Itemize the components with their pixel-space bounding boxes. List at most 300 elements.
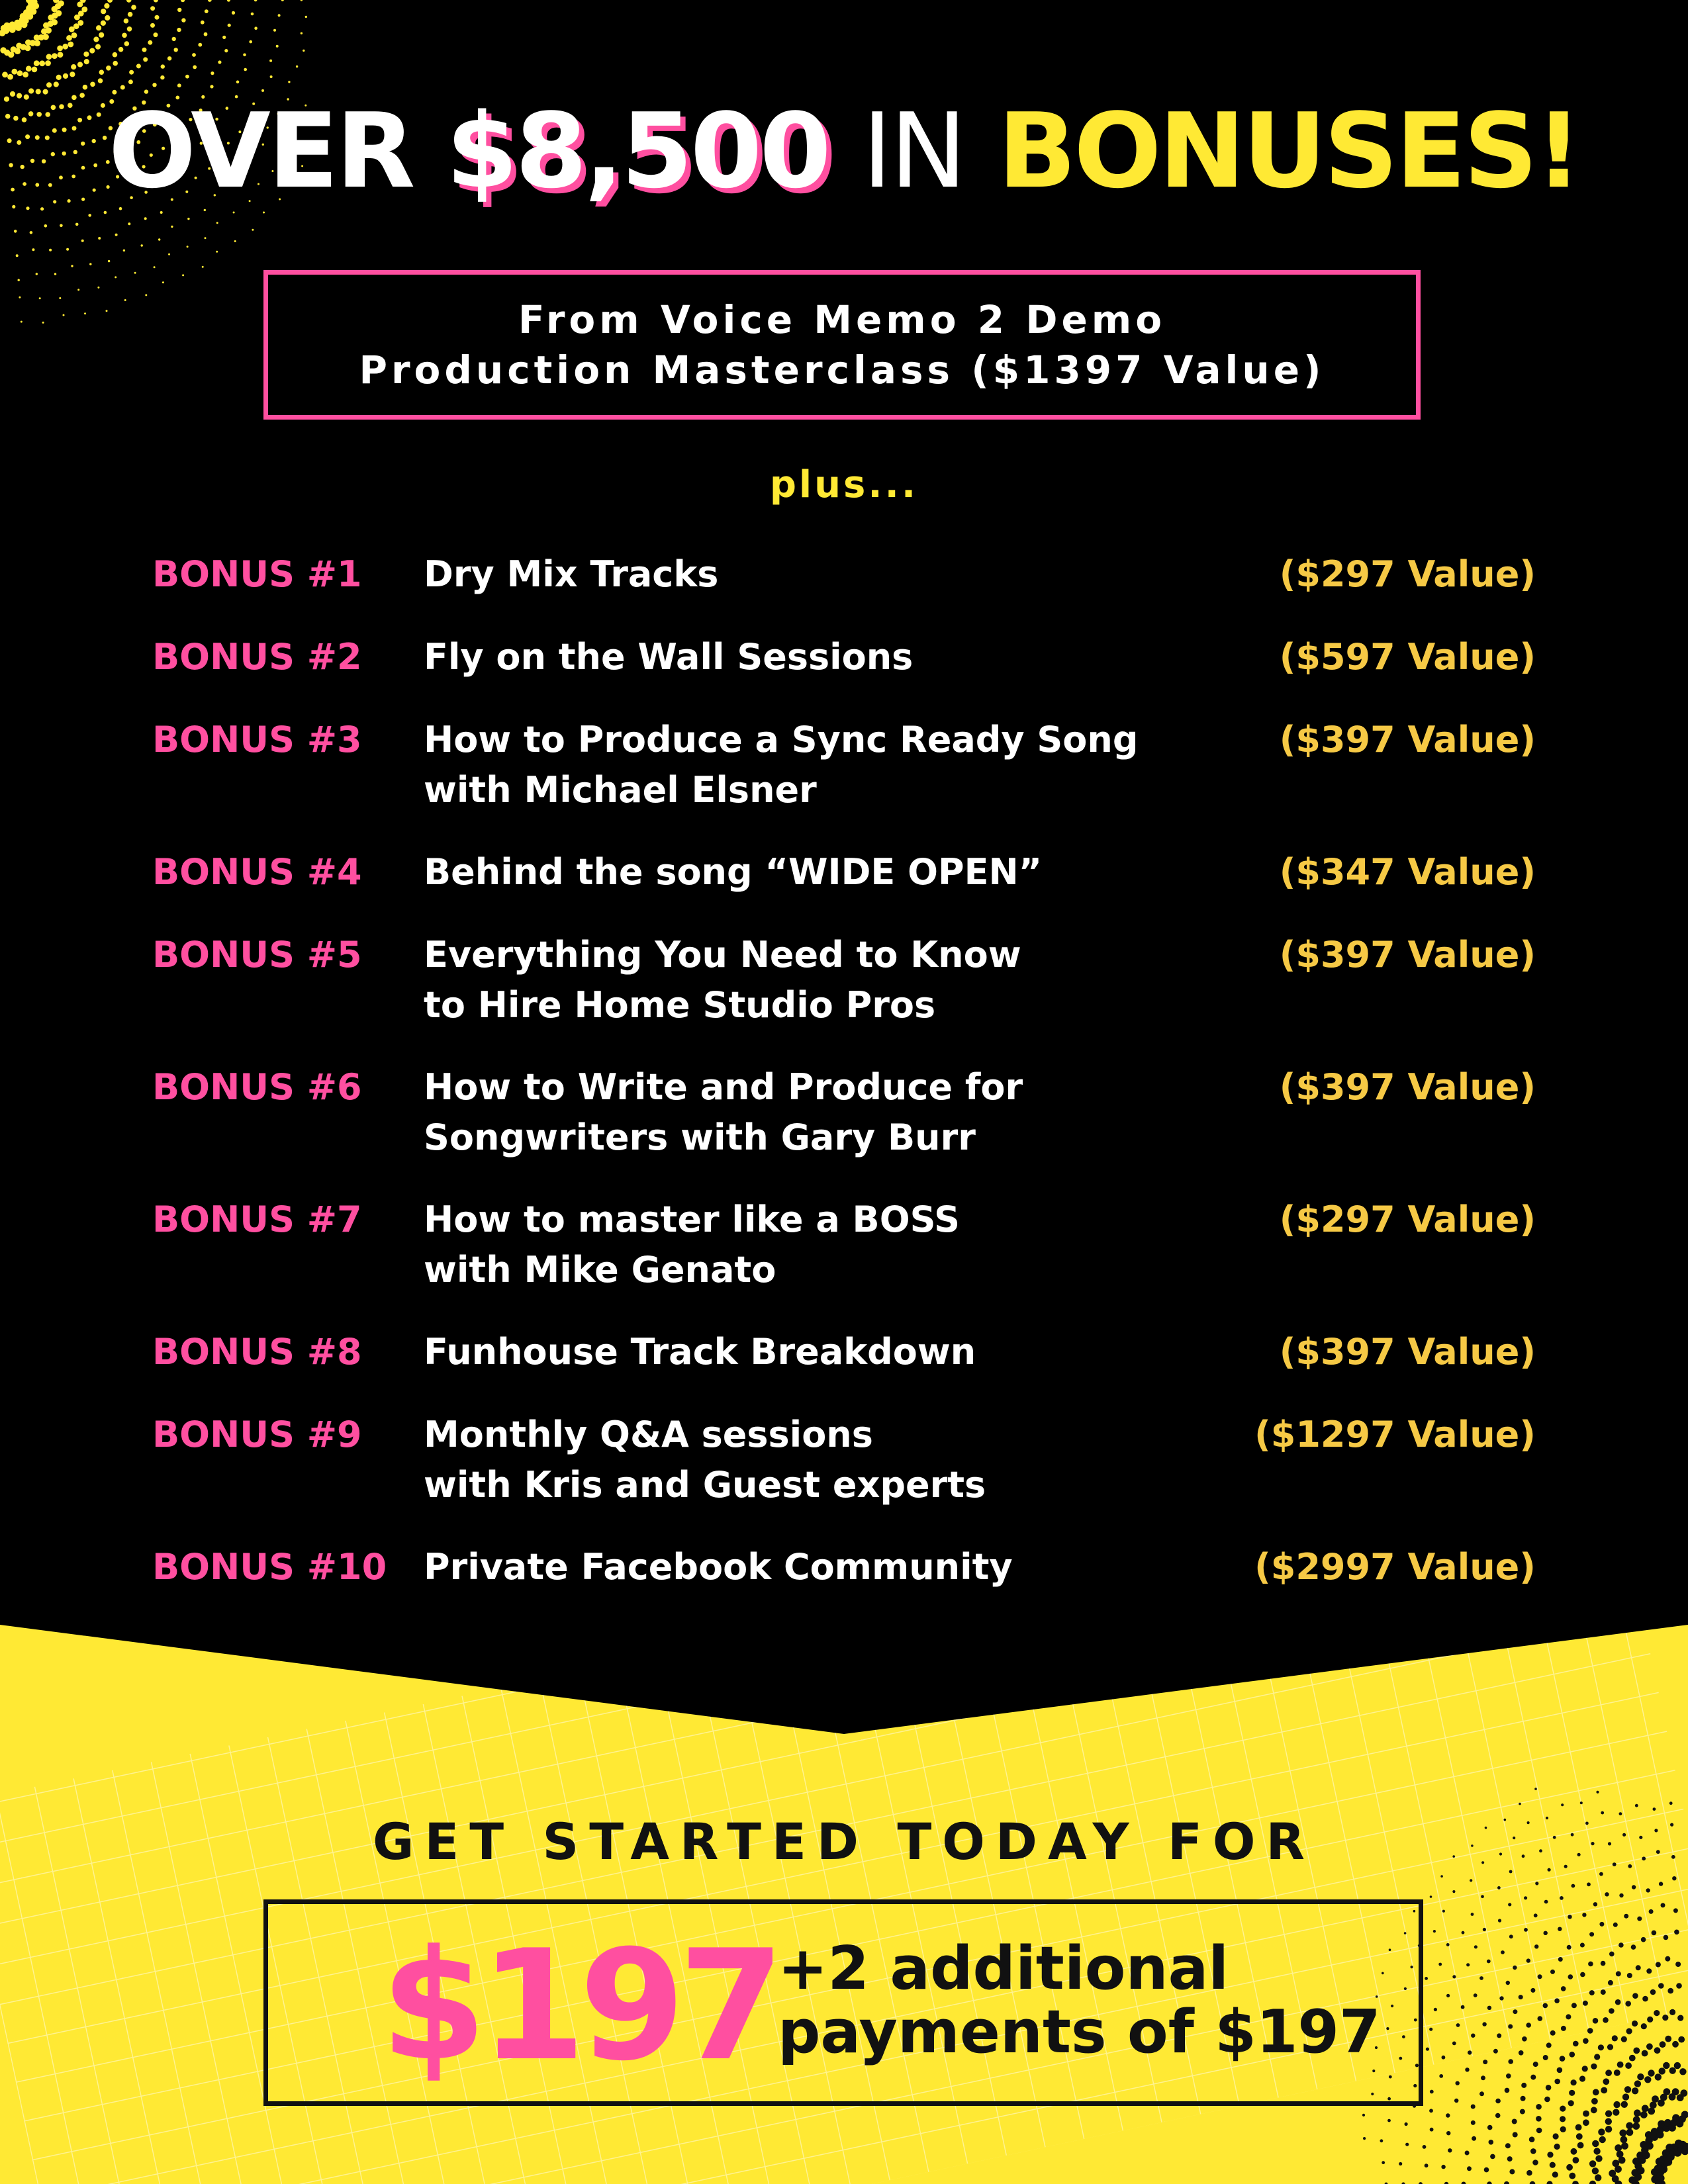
decor-dot xyxy=(1506,2073,1511,2079)
decor-dot xyxy=(1571,2003,1577,2008)
decor-dot xyxy=(1637,2073,1644,2080)
decor-dot xyxy=(1617,2151,1624,2158)
bonus-value: ($297 Value) xyxy=(1279,553,1536,595)
decor-dot xyxy=(1663,2062,1669,2069)
bonus-value: ($347 Value) xyxy=(1279,851,1536,893)
decor-dot xyxy=(1483,1928,1486,1931)
decor-dot xyxy=(1534,1788,1537,1790)
decor-dot xyxy=(1429,2109,1433,2113)
decor-dot xyxy=(1442,1910,1445,1913)
decor-dot xyxy=(1673,1908,1678,1913)
decor-dot xyxy=(1558,1927,1562,1931)
decor-dot xyxy=(1425,2163,1429,2167)
decor-dot xyxy=(1362,2114,1365,2116)
bonus-title-line: How to Write and Produce for xyxy=(424,1066,1023,1108)
decor-dot xyxy=(1508,2059,1513,2064)
bonus-label: BONUS #6 xyxy=(152,1066,362,1108)
decor-dot xyxy=(1659,1882,1663,1886)
decor-dot xyxy=(1557,2068,1563,2073)
decor-dot xyxy=(1593,2148,1600,2154)
headline-in: IN xyxy=(862,91,964,211)
decor-dot xyxy=(1512,2119,1517,2124)
decor-dot xyxy=(1497,1886,1501,1889)
bonus-value: ($397 Value) xyxy=(1279,719,1536,760)
decor-dot xyxy=(1616,1971,1621,1976)
decor-dot xyxy=(1519,1995,1523,1999)
decor-dot xyxy=(1465,2068,1469,2071)
decor-dot xyxy=(1536,2116,1542,2122)
decor-dot xyxy=(1648,2070,1654,2076)
plus-text: plus... xyxy=(769,463,919,506)
decor-dot xyxy=(1648,2108,1655,2115)
decor-dot xyxy=(1609,2170,1616,2177)
bonus-title-line: Songwriters with Gary Burr xyxy=(424,1116,976,1158)
decor-dot xyxy=(1626,2028,1632,2034)
decor-dot xyxy=(1569,2173,1575,2179)
decor-dot xyxy=(1652,2095,1659,2103)
decor-dot xyxy=(1640,2111,1648,2118)
decor-dot xyxy=(1605,2070,1612,2076)
decor-dot xyxy=(1425,1977,1428,1980)
decor-dot xyxy=(1677,2015,1683,2021)
decor-dot xyxy=(1626,2122,1633,2130)
decor-dot xyxy=(1669,2068,1676,2074)
decor-dot xyxy=(1466,1963,1470,1966)
decor-dot xyxy=(1481,1895,1484,1898)
decor-dot xyxy=(1612,2035,1618,2041)
decor-dot xyxy=(1625,2062,1632,2069)
decor-dot xyxy=(1546,2042,1552,2048)
decor-dot xyxy=(1654,2010,1660,2016)
decor-dot xyxy=(1536,2128,1542,2134)
decor-dot xyxy=(1627,1973,1632,1978)
decor-dot xyxy=(1536,2104,1542,2110)
bonus-title xyxy=(424,715,1284,815)
decor-dot xyxy=(1619,1893,1623,1897)
decor-dot xyxy=(1573,2041,1579,2047)
decor-dot xyxy=(1568,1974,1573,1979)
decor-dot xyxy=(1440,1875,1443,1878)
decor-dot xyxy=(1507,2156,1513,2161)
decor-dot xyxy=(1614,2070,1620,2076)
decor-dot xyxy=(1546,2085,1552,2091)
decor-dot xyxy=(1649,1909,1654,1914)
bonus-title-line: Monthly Q&A sessions xyxy=(424,1414,873,1455)
decor-dot xyxy=(1487,1960,1491,1964)
decor-dot xyxy=(1487,2125,1493,2130)
decor-dot xyxy=(1664,1935,1669,1940)
decor-dot xyxy=(1529,2136,1535,2142)
bonus-label: BONUS #2 xyxy=(152,636,362,678)
decor-dot xyxy=(1446,2131,1450,2135)
decor-dot xyxy=(1598,2128,1605,2135)
decor-dot xyxy=(1647,2017,1653,2023)
decor-dot xyxy=(1601,1989,1606,1995)
decor-dot xyxy=(1589,2160,1596,2167)
decor-dot xyxy=(1605,2118,1612,2124)
decor-dot xyxy=(1446,2113,1450,2117)
decor-dot xyxy=(1661,1903,1665,1907)
decor-dot xyxy=(1580,1801,1583,1804)
decor-dot xyxy=(1633,2048,1640,2054)
bonus-title-line: with Mike Genato xyxy=(424,1249,776,1291)
decor-dot xyxy=(1530,2075,1536,2080)
decor-dot xyxy=(1675,1962,1681,1967)
masterclass-line-1: From Voice Memo 2 Demo xyxy=(518,297,1166,342)
decor-dot xyxy=(1520,2109,1525,2115)
decor-dot xyxy=(1481,2075,1485,2080)
decor-dot xyxy=(1577,2142,1584,2149)
decor-dot xyxy=(1533,2062,1538,2067)
decor-dot xyxy=(1471,2105,1476,2109)
decor-dot xyxy=(1405,2143,1409,2146)
decor-dot xyxy=(1634,2109,1641,2116)
decor-dot xyxy=(1538,2016,1543,2021)
decor-dot xyxy=(1605,2126,1612,2132)
decor-dot xyxy=(1617,2062,1624,2068)
decor-dot xyxy=(1363,2137,1366,2140)
decor-dot xyxy=(1589,1990,1595,1995)
decor-dot xyxy=(1582,1913,1586,1917)
bonus-title xyxy=(424,930,1284,1030)
decor-dot xyxy=(1592,2167,1599,2174)
decor-dot xyxy=(1474,1945,1477,1948)
decor-dot xyxy=(1608,1980,1613,1985)
decor-dot xyxy=(1513,2009,1517,2014)
decor-dot xyxy=(1554,2144,1560,2150)
decor-dot xyxy=(1519,2050,1524,2056)
decor-dot xyxy=(1672,1876,1676,1880)
decor-dot xyxy=(1472,2136,1476,2141)
decor-dot xyxy=(1513,1966,1517,1970)
decor-dot xyxy=(1561,2026,1566,2031)
decor-dot xyxy=(1433,1930,1436,1933)
decor-dot xyxy=(1471,1913,1474,1916)
decor-dot xyxy=(1550,2030,1556,2036)
decor-dot xyxy=(1567,1945,1571,1950)
decor-dot xyxy=(1653,1807,1656,1811)
decor-dot xyxy=(1526,2023,1531,2028)
decor-dot xyxy=(1474,1993,1477,1997)
decor-dot xyxy=(1593,2018,1599,2024)
decor-dot xyxy=(1621,2036,1627,2042)
decor-dot xyxy=(1495,2099,1501,2104)
decor-dot xyxy=(1676,1983,1682,1989)
decor-dot xyxy=(1579,2075,1585,2081)
decor-dot xyxy=(1632,2021,1638,2026)
bonus-title-line: to Hire Home Studio Pros xyxy=(424,984,936,1026)
bonus-title xyxy=(424,1195,1284,1295)
decor-dot xyxy=(1583,2111,1589,2117)
decor-dot xyxy=(1554,1998,1560,2003)
decor-dot xyxy=(1560,2116,1566,2122)
decor-dot xyxy=(1442,2056,1446,2060)
bonus-title-line: How to Produce a Sync Ready Song xyxy=(424,719,1139,760)
decor-dot xyxy=(1461,2005,1465,2009)
decor-dot xyxy=(1672,2041,1679,2048)
decor-dot xyxy=(1387,2119,1391,2122)
decor-dot xyxy=(1566,2164,1573,2171)
price-extra-line-2: payments of $197 xyxy=(778,1997,1381,2067)
bonus-title xyxy=(424,847,1284,897)
decor-dot xyxy=(1624,1914,1628,1919)
decor-dot xyxy=(1642,1996,1648,2002)
decor-dot xyxy=(1543,2003,1548,2009)
decor-dot xyxy=(1665,2036,1671,2042)
decor-dot xyxy=(1434,2008,1437,2011)
bonus-label: BONUS #1 xyxy=(152,553,362,595)
decor-dot xyxy=(1650,1989,1656,1995)
decor-dot xyxy=(1609,1952,1615,1957)
bonus-label: BONUS #4 xyxy=(152,851,362,893)
decor-dot xyxy=(1592,2140,1599,2147)
decor-dot xyxy=(1625,2001,1631,2007)
decor-dot xyxy=(1560,1896,1564,1900)
decor-dot xyxy=(1462,1931,1465,1934)
decor-dot xyxy=(1598,2044,1604,2050)
decor-dot xyxy=(1550,1970,1555,1974)
decor-dot xyxy=(1674,2062,1681,2069)
decor-dot xyxy=(1429,2028,1432,2031)
decor-dot xyxy=(1534,1944,1538,1948)
price-extra-payments xyxy=(778,1934,1413,2067)
decor-dot xyxy=(1561,1803,1564,1806)
decor-dot xyxy=(1658,1983,1664,1989)
decor-dot xyxy=(1538,1974,1542,1979)
decor-dot xyxy=(1646,2043,1653,2050)
bonus-title xyxy=(424,1327,1284,1377)
decor-dot xyxy=(1571,2148,1577,2155)
decor-dot xyxy=(1672,2088,1679,2095)
decor-dot xyxy=(1471,2034,1475,2038)
decor-dot xyxy=(1430,2128,1434,2132)
bonus-title-line: Fly on the Wall Sessions xyxy=(424,636,914,678)
decor-dot xyxy=(1560,2126,1566,2132)
bonus-title-line: Everything You Need to Know xyxy=(424,934,1021,976)
decor-dot xyxy=(1426,2048,1429,2051)
decor-dot xyxy=(1509,2169,1515,2174)
decor-dot xyxy=(1595,2155,1602,2161)
bonus-value: ($297 Value) xyxy=(1279,1199,1536,1240)
decor-dot xyxy=(1569,2090,1575,2096)
decor-dot xyxy=(1632,2087,1638,2094)
decor-dot xyxy=(1509,1934,1513,1938)
decor-dot xyxy=(1544,1931,1548,1935)
decor-dot xyxy=(1553,2133,1559,2139)
decor-dot xyxy=(1552,2171,1558,2177)
decor-dot xyxy=(1468,2050,1472,2054)
decor-dot xyxy=(1534,1913,1538,1917)
decor-dot xyxy=(1591,2107,1597,2113)
decor-dot xyxy=(1655,2073,1662,2080)
bonus-title-line: How to master like a BOSS xyxy=(424,1199,960,1240)
decor-dot xyxy=(1619,2130,1626,2137)
decor-dot xyxy=(1613,1923,1618,1927)
decor-dot xyxy=(1583,2038,1589,2044)
decor-dot xyxy=(1508,1903,1511,1906)
decor-dot xyxy=(1650,2101,1657,2109)
decor-dot xyxy=(1609,2008,1615,2014)
decor-dot xyxy=(1524,1928,1528,1932)
bonus-value: ($597 Value) xyxy=(1279,636,1536,678)
decor-dot xyxy=(1566,2014,1571,2019)
decor-dot xyxy=(1380,2139,1383,2142)
decor-dot xyxy=(1554,2079,1560,2085)
decor-dot xyxy=(1452,1890,1455,1893)
decor-dot xyxy=(1570,2052,1575,2058)
bonus-title-line: Behind the song “WIDE OPEN” xyxy=(424,851,1043,893)
decor-dot xyxy=(1382,2161,1385,2164)
decor-dot xyxy=(1596,1791,1599,1794)
decor-dot xyxy=(1626,2129,1634,2136)
decor-dot xyxy=(1405,2122,1408,2126)
headline-over: OVER xyxy=(108,91,413,211)
decor-dot xyxy=(1632,2122,1640,2130)
decor-dot xyxy=(1644,2076,1651,2083)
bonus-label: BONUS #5 xyxy=(152,934,362,976)
decor-dot xyxy=(1470,1879,1472,1882)
decor-dot xyxy=(1633,2116,1640,2123)
decor-dot xyxy=(1605,2111,1612,2117)
decor-dot xyxy=(1471,2120,1476,2125)
decor-dot xyxy=(1487,2006,1491,2010)
bonus-value: ($397 Value) xyxy=(1279,1066,1536,1108)
decor-dot xyxy=(1560,2056,1566,2062)
bonus-label: BONUS #8 xyxy=(152,1331,362,1373)
decor-dot xyxy=(1543,2055,1548,2060)
decor-dot xyxy=(1607,2044,1613,2050)
decor-dot xyxy=(1615,1999,1621,2005)
decor-dot xyxy=(1589,1932,1594,1936)
bonus-title-line: with Michael Elsner xyxy=(424,769,817,811)
decor-dot xyxy=(1680,2089,1687,2097)
bonus-label: BONUS #3 xyxy=(152,719,362,760)
decor-dot xyxy=(1530,2148,1536,2154)
decor-dot xyxy=(1659,2068,1665,2074)
decor-dot xyxy=(1583,2001,1588,2006)
decor-dot xyxy=(1521,2083,1526,2088)
decor-dot xyxy=(1479,1976,1483,1980)
decor-dot xyxy=(1667,1988,1673,1994)
decor-dot xyxy=(1612,2160,1619,2167)
decor-dot xyxy=(1535,1882,1538,1885)
decor-dot xyxy=(1430,2090,1434,2094)
decor-dot xyxy=(1629,2055,1636,2062)
decor-dot xyxy=(1573,2157,1579,2163)
decor-dot xyxy=(1637,1917,1642,1921)
decor-dot xyxy=(1530,1988,1535,1993)
masterclass-line-2: Production Masterclass ($1397 Value) xyxy=(359,347,1325,392)
decor-dot xyxy=(1547,2152,1553,2158)
decor-dot xyxy=(1456,2023,1460,2027)
decor-dot xyxy=(1580,1943,1585,1948)
decor-dot xyxy=(1506,1981,1510,1985)
decor-dot xyxy=(1519,1803,1521,1805)
decor-dot xyxy=(1624,2086,1631,2093)
decor-dot xyxy=(1613,2101,1620,2108)
bonus-title xyxy=(424,1062,1284,1163)
decor-dot xyxy=(1599,2136,1606,2143)
decor-dot xyxy=(1505,2088,1510,2093)
decor-dot xyxy=(1665,1956,1670,1962)
decor-dot xyxy=(1482,2022,1486,2026)
decor-dot xyxy=(1423,2145,1427,2149)
decor-dot xyxy=(1571,1884,1575,1888)
decor-dot xyxy=(1438,1963,1442,1966)
decor-dot xyxy=(1679,2068,1686,2075)
decor-dot xyxy=(1631,1944,1636,1950)
decor-dot xyxy=(1550,2162,1556,2168)
bonus-value: ($397 Value) xyxy=(1279,934,1536,976)
price-extra-line-1: +2 additional xyxy=(778,1934,1229,2003)
decor-dot xyxy=(1595,2174,1601,2181)
decor-dot xyxy=(1493,2049,1498,2054)
decor-dot xyxy=(1448,2148,1452,2152)
decor-dot xyxy=(1582,2066,1588,2071)
decor-dot xyxy=(1568,2100,1574,2106)
decor-dot xyxy=(1593,1902,1597,1906)
bonus-label: BONUS #10 xyxy=(152,1546,387,1588)
bonus-title-line: Funhouse Track Breakdown xyxy=(424,1331,976,1373)
decor-dot xyxy=(1605,1892,1609,1896)
decor-dot xyxy=(1664,2088,1671,2095)
headline-bonuses: BONUSES! xyxy=(998,91,1580,211)
decor-dot xyxy=(1603,2078,1609,2085)
decor-dot xyxy=(1456,2081,1460,2085)
decor-dot xyxy=(1591,2064,1597,2070)
decor-dot xyxy=(1465,2151,1470,2156)
bonus-value: ($1297 Value) xyxy=(1254,1414,1536,1455)
decor-dot xyxy=(1601,2087,1607,2094)
decor-dot xyxy=(1642,2050,1648,2057)
decor-dot xyxy=(1508,2025,1513,2029)
decor-dot xyxy=(1669,2009,1675,2015)
decor-dot xyxy=(1505,2143,1511,2148)
bonus-title xyxy=(424,549,1284,600)
decor-dot xyxy=(1634,2080,1641,2087)
bonus-title xyxy=(424,632,1284,682)
decor-dot xyxy=(1641,1937,1646,1942)
decor-dot xyxy=(1575,2124,1582,2131)
decor-dot xyxy=(1489,2140,1494,2145)
decor-dot xyxy=(1669,1801,1673,1805)
decor-dot xyxy=(1544,2097,1550,2103)
cta-heading: GET STARTED TODAY FOR xyxy=(372,1812,1316,1871)
decor-dot xyxy=(1622,2093,1629,2100)
decor-dot xyxy=(1441,2165,1445,2169)
decor-dot xyxy=(1580,1972,1585,1978)
bonus-label: BONUS #9 xyxy=(152,1414,362,1455)
decor-dot xyxy=(1613,2109,1619,2116)
decor-dot xyxy=(1576,2133,1583,2140)
decor-dot xyxy=(1452,1975,1456,1978)
decor-dot xyxy=(1452,2042,1456,2046)
decor-dot xyxy=(1632,1993,1638,1999)
decor-dot xyxy=(1532,2160,1538,2165)
decor-dot xyxy=(1660,2041,1666,2048)
decor-dot xyxy=(1615,2144,1622,2152)
decor-dot xyxy=(1601,1961,1606,1966)
price-main: $197 xyxy=(381,1918,778,2095)
decor-dot xyxy=(1479,2091,1484,2096)
decor-dot xyxy=(1524,1896,1527,1899)
bonus-title-line: Dry Mix Tracks xyxy=(424,553,719,595)
decor-dot xyxy=(1632,1885,1636,1889)
decor-dot xyxy=(1483,2060,1487,2064)
decor-dot xyxy=(1646,1968,1652,1974)
decor-dot xyxy=(1526,1958,1530,1962)
decor-dot xyxy=(1399,2162,1402,2165)
